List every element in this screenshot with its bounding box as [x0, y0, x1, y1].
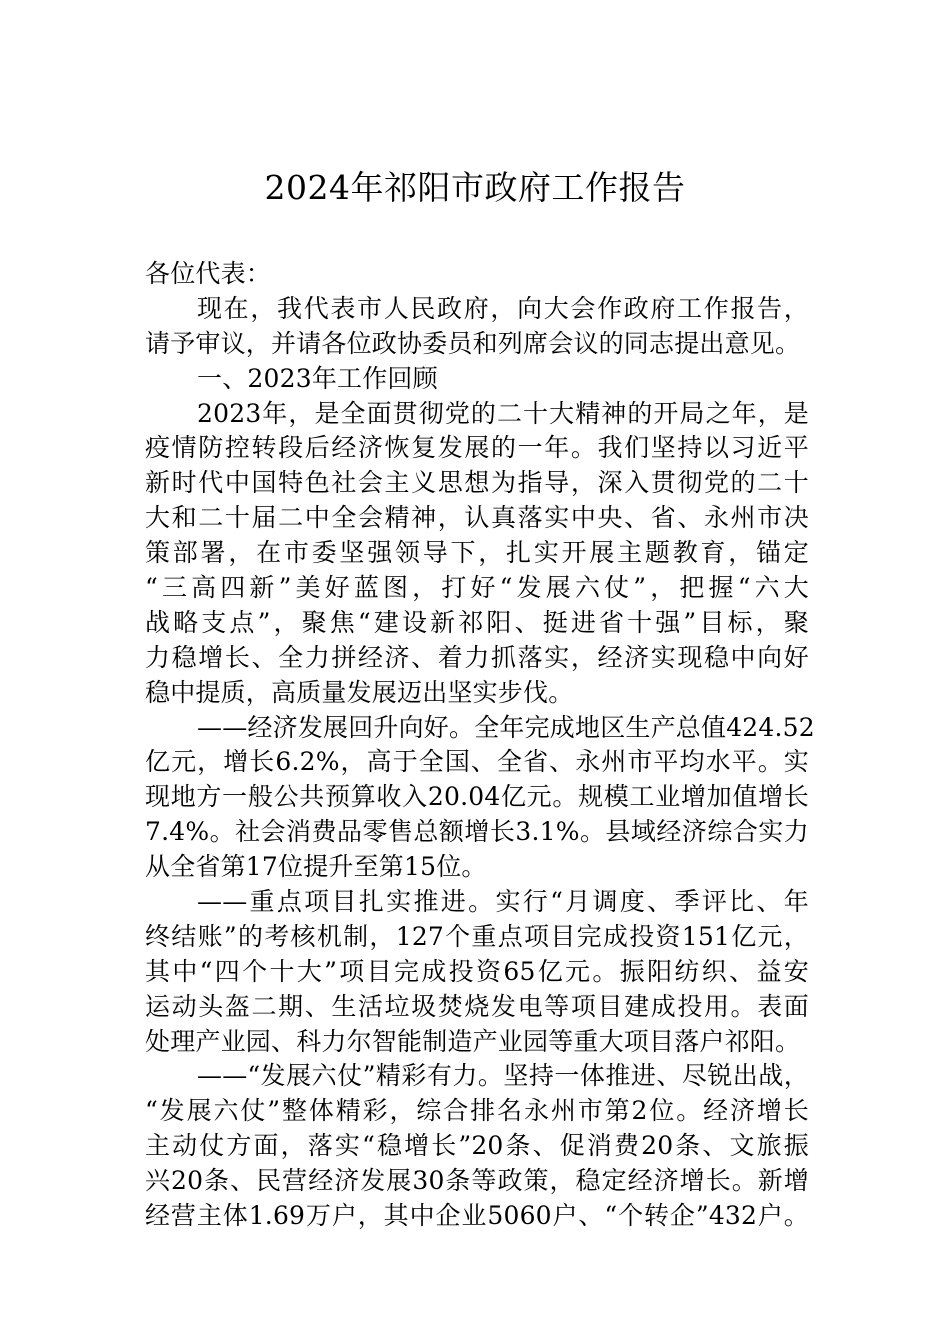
text-line: ——“发展六仗”精彩有力。坚持一体推进、尽锐出战，	[197, 1061, 809, 1091]
text-line: 新时代中国特色社会主义思想为指导，深入贯彻党的二十	[145, 468, 809, 498]
section-heading: 一、2023年工作回顾	[197, 363, 438, 393]
text-line: 兴20条、民营经济发展30条等政策，稳定经济增长。新增	[145, 1166, 809, 1196]
text-line: 主动仗方面，落实“稳增长”20条、促消费20条、文旅振	[145, 1131, 809, 1161]
text-line: 终结账”的考核机制，127个重点项目完成投资151亿元，	[145, 921, 809, 951]
text-line: 从全省第17位提升至第15位。	[145, 852, 487, 882]
text-line: 力稳增长、全力拼经济、着力抓落实，经济实现稳中向好	[145, 642, 809, 672]
text-line: 处理产业园、科力尔智能制造产业园等重大项目落户祁阳。	[145, 1026, 801, 1056]
text-line: “发展六仗”整体精彩，综合排名永州市第2位。经济增长	[145, 1096, 809, 1126]
text-line: 现在，我代表市人民政府，向大会作政府工作报告，	[197, 293, 809, 323]
text-line: 亿元，增长6.2%，高于全国、全省、永州市平均水平。实	[145, 747, 809, 777]
document-body	[145, 257, 815, 1234]
salutation-line: 各位代表：	[145, 259, 272, 288]
text-line: 疫情防控转段后经济恢复发展的一年。我们坚持以习近平	[145, 433, 809, 463]
document-title: 2024年祁阳市政府工作报告	[264, 168, 686, 207]
text-line: 请予审议，并请各位政协委员和列席会议的同志提出意见。	[145, 328, 801, 358]
text-line: 经营主体1.69万户，其中企业5060户、“个转企”432户。	[145, 1201, 809, 1231]
text-line: 其中“四个十大”项目完成投资65亿元。振阳纺织、益安	[145, 956, 809, 986]
text-line: 战略支点”，聚焦“建设新祁阳、挺进省十强”目标，聚	[145, 607, 809, 637]
text-line: 运动头盔二期、生活垃圾焚烧发电等项目建成投用。表面	[145, 991, 809, 1021]
text-line: 2023年，是全面贯彻党的二十大精神的开局之年，是	[197, 398, 809, 428]
text-line: ——经济发展回升向好。全年完成地区生产总值424.52	[197, 712, 815, 742]
text-line: 大和二十届二中全会精神，认真落实中央、省、永州市决	[145, 503, 809, 533]
text-line: ——重点项目扎实推进。实行“月调度、季评比、年	[197, 887, 809, 917]
text-line: “三高四新”美好蓝图，打好“发展六仗”，把握“六大	[145, 573, 809, 603]
text-line: 稳中提质，高质量发展迈出坚实步伐。	[145, 677, 574, 707]
text-line: 7.4%。社会消费品零售总额增长3.1%。县域经济综合实力	[145, 817, 809, 847]
text-line: 现地方一般公共预算收入20.04亿元。规模工业增加值增长	[145, 782, 809, 812]
text-line: 策部署，在市委坚强领导下，扎实开展主题教育，锚定	[145, 538, 809, 568]
